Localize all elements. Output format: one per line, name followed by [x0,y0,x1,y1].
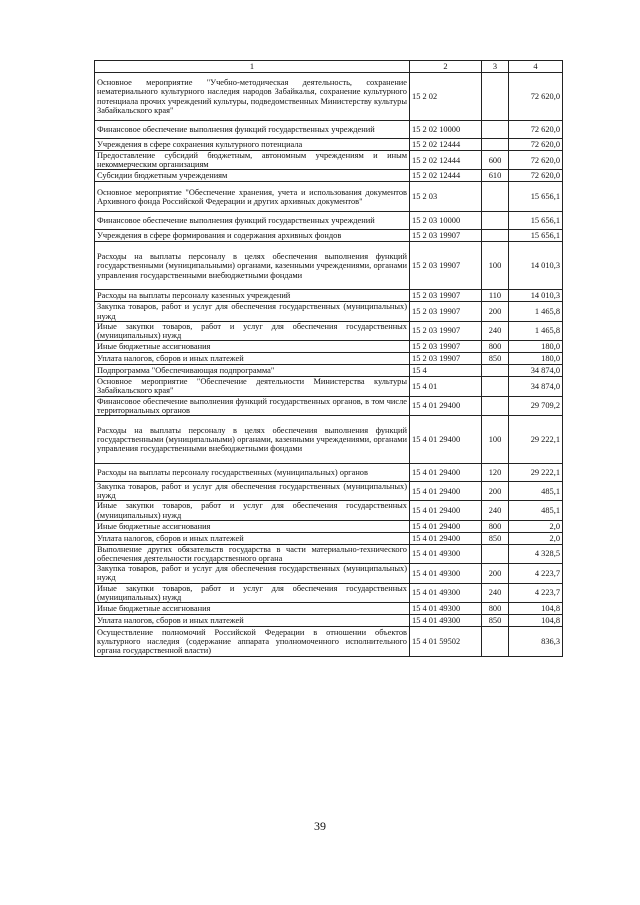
row-name-cell: Уплата налогов, сборов и иных платежей [95,532,410,544]
table-body [95,73,563,657]
row-name-cell: Учреждения в сфере формирования и содержания архивных фондов [95,230,410,242]
header-cell-name: 1 [95,61,410,73]
row-code-cell: 15 2 03 19907 [410,321,482,340]
row-sum-cell: 15 656,1 [509,182,563,212]
row-vr-cell: 120 [482,464,509,482]
row-name-cell: Финансовое обеспечение выполнения функций государственных учреждений [95,212,410,230]
row-name-cell: Закупка товаров, работ и услуг для обеспечения государственных (муниципальных) нужд [95,564,410,583]
row-sum-cell: 72 620,0 [509,73,563,121]
row-vr-cell: 100 [482,242,509,290]
row-code-cell: 15 2 02 10000 [410,121,482,139]
row-vr-cell [482,396,509,415]
row-code-cell: 15 4 01 29400 [410,396,482,415]
page-number: 39 [314,819,326,833]
row-code-cell: 15 4 01 [410,377,482,396]
row-sum-cell: 15 656,1 [509,230,563,242]
row-code-cell: 15 4 01 29400 [410,520,482,532]
row-name-cell: Расходы на выплаты персоналу государственных (муниципальных) органов [95,464,410,482]
row-vr-cell: 240 [482,321,509,340]
table-row [95,482,563,501]
row-vr-cell [482,544,509,563]
row-sum-cell: 72 620,0 [509,151,563,170]
table-row [95,230,563,242]
row-name-cell: Иные бюджетные ассигнования [95,520,410,532]
row-name-cell: Иные бюджетные ассигнования [95,341,410,353]
row-code-cell: 15 2 02 12444 [410,139,482,151]
row-vr-cell [482,182,509,212]
row-code-cell: 15 2 03 [410,182,482,212]
row-code-cell: 15 4 01 49300 [410,564,482,583]
row-vr-cell: 240 [482,583,509,602]
row-code-cell: 15 4 01 49300 [410,544,482,563]
table-row [95,302,563,321]
table-row [95,416,563,464]
row-sum-cell: 180,0 [509,341,563,353]
row-name-cell: Основное мероприятие "Учебно-методическая деятельность, сохранение нематериального культурного наследия народов Забайкалья, сохранение культурного потенциала прочих учреждений культуры, подведомственных Министерству культуры Забайкальского края" [95,73,410,121]
row-name-cell: Основное мероприятие "Обеспечение хранения, учета и использования документов Архивного фонда Российской Федерации и других архивных документов" [95,182,410,212]
row-vr-cell: 850 [482,615,509,627]
row-code-cell: 15 4 01 49300 [410,615,482,627]
row-name-cell: Иные закупки товаров, работ и услуг для обеспечения государственных (муниципальных) нужд [95,583,410,602]
table-row [95,139,563,151]
row-sum-cell: 72 620,0 [509,139,563,151]
row-name-cell: Осуществление полномочий Российской Федерации в отношении объектов культурного наследия (содержание аппарата уполномоченного исполнительного органа государственной власти) [95,627,410,657]
row-sum-cell: 1 465,8 [509,302,563,321]
row-sum-cell: 180,0 [509,353,563,365]
row-sum-cell: 1 465,8 [509,321,563,340]
row-vr-cell: 800 [482,603,509,615]
row-code-cell: 15 4 01 49300 [410,603,482,615]
row-sum-cell: 14 010,3 [509,242,563,290]
row-sum-cell: 104,8 [509,615,563,627]
table-row [95,182,563,212]
table-row [95,321,563,340]
row-sum-cell: 485,1 [509,501,563,520]
table-row [95,564,563,583]
row-sum-cell: 29 222,1 [509,464,563,482]
row-vr-cell: 200 [482,482,509,501]
table-row [95,583,563,602]
row-name-cell: Выполнение других обязательств государства в части материально-технического обеспечения деятельности государственного органа [95,544,410,563]
table-header-row [95,61,563,73]
table-row [95,73,563,121]
table-row [95,627,563,657]
row-vr-cell: 850 [482,532,509,544]
row-name-cell: Учреждения в сфере сохранения культурного потенциала [95,139,410,151]
table-row [95,212,563,230]
table-row [95,377,563,396]
table-row [95,151,563,170]
table-row [95,290,563,302]
row-name-cell: Иные бюджетные ассигнования [95,603,410,615]
row-sum-cell: 29 222,1 [509,416,563,464]
row-code-cell: 15 4 01 29400 [410,501,482,520]
header-cell-code: 2 [410,61,482,73]
row-sum-cell: 72 620,0 [509,121,563,139]
header-cell-vr: 3 [482,61,509,73]
row-name-cell: Расходы на выплаты персоналу в целях обеспечения выполнения функций государственными (муниципальными) органами, казенными учреждениями, органами управления государственными внебюджетными фондами [95,416,410,464]
row-code-cell: 15 2 02 [410,73,482,121]
row-vr-cell: 850 [482,353,509,365]
row-sum-cell: 485,1 [509,482,563,501]
row-name-cell: Финансовое обеспечение выполнения функций государственных учреждений [95,121,410,139]
row-vr-cell: 110 [482,290,509,302]
table-row [95,532,563,544]
row-vr-cell [482,627,509,657]
row-sum-cell: 104,8 [509,603,563,615]
table-row [95,396,563,415]
row-vr-cell [482,139,509,151]
row-sum-cell: 4 328,5 [509,544,563,563]
row-vr-cell: 200 [482,302,509,321]
row-name-cell: Иные закупки товаров, работ и услуг для обеспечения государственных (муниципальных) нужд [95,501,410,520]
row-name-cell: Расходы на выплаты персоналу казенных учреждений [95,290,410,302]
header-cell-sum: 4 [509,61,563,73]
table-row [95,544,563,563]
row-code-cell: 15 4 01 29400 [410,482,482,501]
row-sum-cell: 4 223,7 [509,583,563,602]
table-row [95,464,563,482]
row-sum-cell: 836,3 [509,627,563,657]
row-vr-cell [482,212,509,230]
row-sum-cell: 15 656,1 [509,212,563,230]
row-name-cell: Расходы на выплаты персоналу в целях обеспечения выполнения функций государственными (муниципальными) органами, казенными учреждениями, органами управления государственными внебюджетными фондами [95,242,410,290]
row-vr-cell: 600 [482,151,509,170]
row-name-cell: Финансовое обеспечение выполнения функций государственных органов, в том числе территориальных органов [95,396,410,415]
row-name-cell: Предоставление субсидий бюджетным, автономным учреждениям и иным некоммерческим организациям [95,151,410,170]
row-sum-cell: 34 874,0 [509,377,563,396]
table-row [95,501,563,520]
row-code-cell: 15 2 03 19907 [410,302,482,321]
budget-table [94,60,563,657]
row-name-cell: Основное мероприятие "Обеспечение деятельности Министерства культуры Забайкальского края" [95,377,410,396]
row-code-cell: 15 2 03 19907 [410,353,482,365]
table-row [95,520,563,532]
row-code-cell: 15 4 01 49300 [410,583,482,602]
row-code-cell: 15 4 01 29400 [410,532,482,544]
row-code-cell: 15 2 03 19907 [410,230,482,242]
row-sum-cell: 2,0 [509,520,563,532]
row-vr-cell: 240 [482,501,509,520]
row-name-cell: Уплата налогов, сборов и иных платежей [95,353,410,365]
row-name-cell: Подпрограмма "Обеспечивающая подпрограмма" [95,365,410,377]
row-sum-cell: 4 223,7 [509,564,563,583]
table-row [95,615,563,627]
row-vr-cell: 610 [482,170,509,182]
table-row [95,170,563,182]
row-vr-cell: 800 [482,341,509,353]
row-code-cell: 15 2 03 19907 [410,341,482,353]
row-vr-cell: 200 [482,564,509,583]
row-name-cell: Закупка товаров, работ и услуг для обеспечения государственных (муниципальных) нужд [95,302,410,321]
row-code-cell: 15 4 01 59502 [410,627,482,657]
row-vr-cell [482,73,509,121]
row-code-cell: 15 4 01 29400 [410,416,482,464]
table-row [95,603,563,615]
table-row [95,341,563,353]
row-sum-cell: 2,0 [509,532,563,544]
row-name-cell: Уплата налогов, сборов и иных платежей [95,615,410,627]
row-vr-cell [482,230,509,242]
table-row [95,353,563,365]
row-vr-cell [482,121,509,139]
row-code-cell: 15 4 01 29400 [410,464,482,482]
row-name-cell: Субсидии бюджетным учреждениям [95,170,410,182]
row-code-cell: 15 2 03 19907 [410,290,482,302]
row-sum-cell: 29 709,2 [509,396,563,415]
row-code-cell: 15 4 [410,365,482,377]
row-code-cell: 15 2 03 19907 [410,242,482,290]
row-sum-cell: 34 874,0 [509,365,563,377]
row-sum-cell: 72 620,0 [509,170,563,182]
table-row [95,121,563,139]
row-vr-cell: 800 [482,520,509,532]
row-name-cell: Закупка товаров, работ и услуг для обеспечения государственных (муниципальных) нужд [95,482,410,501]
row-vr-cell [482,365,509,377]
row-name-cell: Иные закупки товаров, работ и услуг для обеспечения государственных (муниципальных) нужд [95,321,410,340]
row-code-cell: 15 2 02 12444 [410,170,482,182]
table-row [95,365,563,377]
row-code-cell: 15 2 03 10000 [410,212,482,230]
row-sum-cell: 14 010,3 [509,290,563,302]
row-vr-cell [482,377,509,396]
table-row [95,242,563,290]
row-vr-cell: 100 [482,416,509,464]
row-code-cell: 15 2 02 12444 [410,151,482,170]
